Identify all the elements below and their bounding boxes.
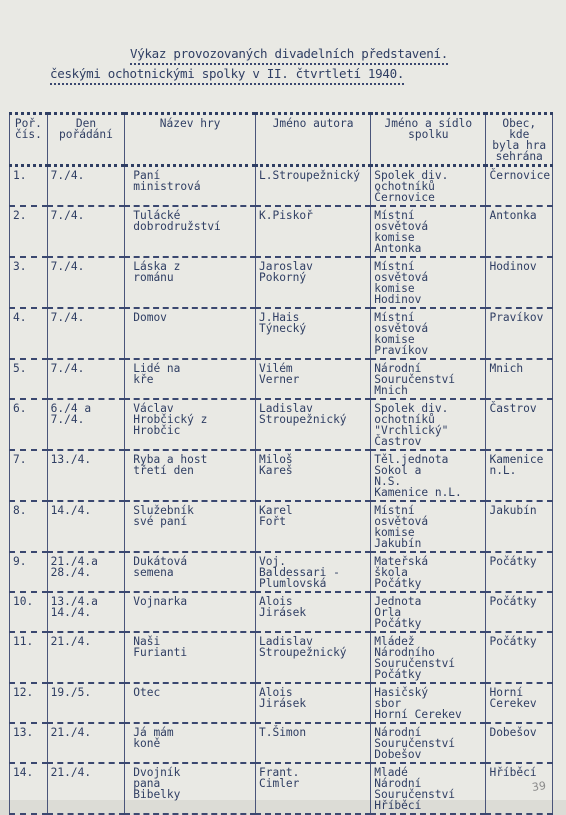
cell-date: 21./4. <box>47 632 125 683</box>
cell-number: 4. <box>10 308 48 359</box>
cell-number: 10. <box>10 592 48 632</box>
cell-author: Jaroslav Pokorný <box>255 257 370 308</box>
table-row <box>10 763 553 814</box>
table-row <box>10 450 553 501</box>
cell-number: 12. <box>10 683 48 723</box>
document-subtitle: českými ochotnickými spolky v II. čtvrtletí 1940. <box>50 66 404 85</box>
cell-municipality: Dobešov <box>486 723 553 763</box>
cell-number: 3. <box>10 257 48 308</box>
table-row <box>10 206 553 257</box>
cell-date: 14./4. <box>47 501 125 552</box>
cell-author: Ladislav Stroupežnický <box>255 632 370 683</box>
table-row <box>10 683 553 723</box>
cell-play-title: Tulácké dobrodružství <box>125 206 256 257</box>
header-play-title: Název hry <box>125 114 256 166</box>
cell-number: 11. <box>10 632 48 683</box>
cell-number: 9. <box>10 552 48 592</box>
cell-date: 19./5. <box>47 683 125 723</box>
cell-play-title: Domov <box>125 308 256 359</box>
cell-society: Mateřská škola Počátky <box>371 552 486 592</box>
cell-date: 7./4. <box>47 257 125 308</box>
cell-municipality: Mnich <box>486 359 553 399</box>
cell-number: 2. <box>10 206 48 257</box>
header-municipality: Obec, kde byla hra sehrána <box>486 114 553 166</box>
cell-play-title: Dvojník pana Bibelky <box>125 763 256 814</box>
cell-date: 13./4.a 14./4. <box>47 592 125 632</box>
performances-table <box>9 112 553 815</box>
cell-society: Místní osvětová komise Jakubín <box>371 501 486 552</box>
table-row <box>10 592 553 632</box>
cell-municipality: Hodinov <box>486 257 553 308</box>
table-row <box>10 359 553 399</box>
cell-society: Hasičský sbor Horní Cerekev <box>371 683 486 723</box>
cell-municipality: Počátky <box>486 592 553 632</box>
cell-society: Národní Souručenství Mnich <box>371 359 486 399</box>
cell-date: 21./4. <box>47 763 125 814</box>
cell-date: 7./4. <box>47 166 125 207</box>
header-number: Poř. čís. <box>10 114 48 166</box>
cell-municipality: Jakubín <box>486 501 553 552</box>
cell-municipality: Horní Cerekev <box>486 683 553 723</box>
cell-author: K.Piskoř <box>255 206 370 257</box>
cell-society: Jednota Orla Počátky <box>371 592 486 632</box>
cell-play-title: Láska z románu <box>125 257 256 308</box>
cell-society: Spolek div. ochotníků "Vrchlický" Častrov <box>371 399 486 450</box>
cell-number: 7. <box>10 450 48 501</box>
cell-municipality: Častrov <box>486 399 553 450</box>
cell-society: Mladé Národní Souručenství Hříběcí <box>371 763 486 814</box>
cell-society: Mládež Národního Souručenství Počátky <box>371 632 486 683</box>
cell-society: Místní osvětová komise Hodinov <box>371 257 486 308</box>
cell-author: Frant. Cimler <box>255 763 370 814</box>
header-author: Jméno autora <box>255 114 370 166</box>
table-header-row <box>10 114 553 166</box>
cell-number: 1. <box>10 166 48 207</box>
cell-author: Voj. Baldessari - Plumlovská <box>255 552 370 592</box>
cell-author: T.Šimon <box>255 723 370 763</box>
cell-author: J.Hais Týnecký <box>255 308 370 359</box>
cell-municipality: Hříběcí <box>486 763 553 814</box>
cell-author: Ladislav Stroupežnický <box>255 399 370 450</box>
cell-society: Těl.jednota Sokol a N.S. Kamenice n.L. <box>371 450 486 501</box>
cell-society: Spolek div. ochotníků Černovice <box>371 166 486 207</box>
table-row <box>10 552 553 592</box>
cell-society: Místní osvětová komise Pravíkov <box>371 308 486 359</box>
cell-play-title: Václav Hrobčický z Hrobčic <box>125 399 256 450</box>
cell-number: 6. <box>10 399 48 450</box>
cell-date: 21./4.a 28./4. <box>47 552 125 592</box>
cell-play-title: Lidé na kře <box>125 359 256 399</box>
cell-play-title: Paní ministrová <box>125 166 256 207</box>
header-date: Den pořádání <box>47 114 125 166</box>
cell-date: 7./4. <box>47 206 125 257</box>
table-row <box>10 632 553 683</box>
cell-municipality: Kamenice n.L. <box>486 450 553 501</box>
table-row <box>10 308 553 359</box>
table-row <box>10 723 553 763</box>
cell-number: 14. <box>10 763 48 814</box>
page-number: 39 <box>531 779 547 794</box>
cell-number: 8. <box>10 501 48 552</box>
cell-play-title: Služebník své paní <box>125 501 256 552</box>
cell-municipality: Pravíkov <box>486 308 553 359</box>
cell-municipality: Počátky <box>486 632 553 683</box>
cell-society: Národní Souručenství Dobešov <box>371 723 486 763</box>
cell-play-title: Vojnarka <box>125 592 256 632</box>
cell-play-title: Dukátová semena <box>125 552 256 592</box>
cell-author: Karel Fořt <box>255 501 370 552</box>
table-row <box>10 257 553 308</box>
cell-municipality: Antonka <box>486 206 553 257</box>
cell-number: 13. <box>10 723 48 763</box>
cell-author: Miloš Kareš <box>255 450 370 501</box>
cell-date: 7./4. <box>47 359 125 399</box>
cell-play-title: Já mám koně <box>125 723 256 763</box>
cell-date: 6./4 a 7./4. <box>47 399 125 450</box>
cell-number: 5. <box>10 359 48 399</box>
table-row <box>10 501 553 552</box>
cell-play-title: Ryba a host třetí den <box>125 450 256 501</box>
table-body <box>10 166 553 815</box>
cell-play-title: Otec <box>125 683 256 723</box>
cell-author: Vilém Verner <box>255 359 370 399</box>
table-row <box>10 399 553 450</box>
cell-society: Místní osvětová komise Antonka <box>371 206 486 257</box>
cell-author: Alois Jirásek <box>255 683 370 723</box>
cell-play-title: Naši Furianti <box>125 632 256 683</box>
cell-municipality: Černovice <box>486 166 553 207</box>
cell-author: Alois Jirásek <box>255 592 370 632</box>
cell-date: 13./4. <box>47 450 125 501</box>
document-title: Výkaz provozovaných divadelních představení. <box>130 46 448 65</box>
cell-date: 7./4. <box>47 308 125 359</box>
cell-date: 21./4. <box>47 723 125 763</box>
header-society: Jméno a sídlo spolku <box>371 114 486 166</box>
cell-municipality: Počátky <box>486 552 553 592</box>
cell-author: L.Stroupežnický <box>255 166 370 207</box>
table-row <box>10 166 553 207</box>
